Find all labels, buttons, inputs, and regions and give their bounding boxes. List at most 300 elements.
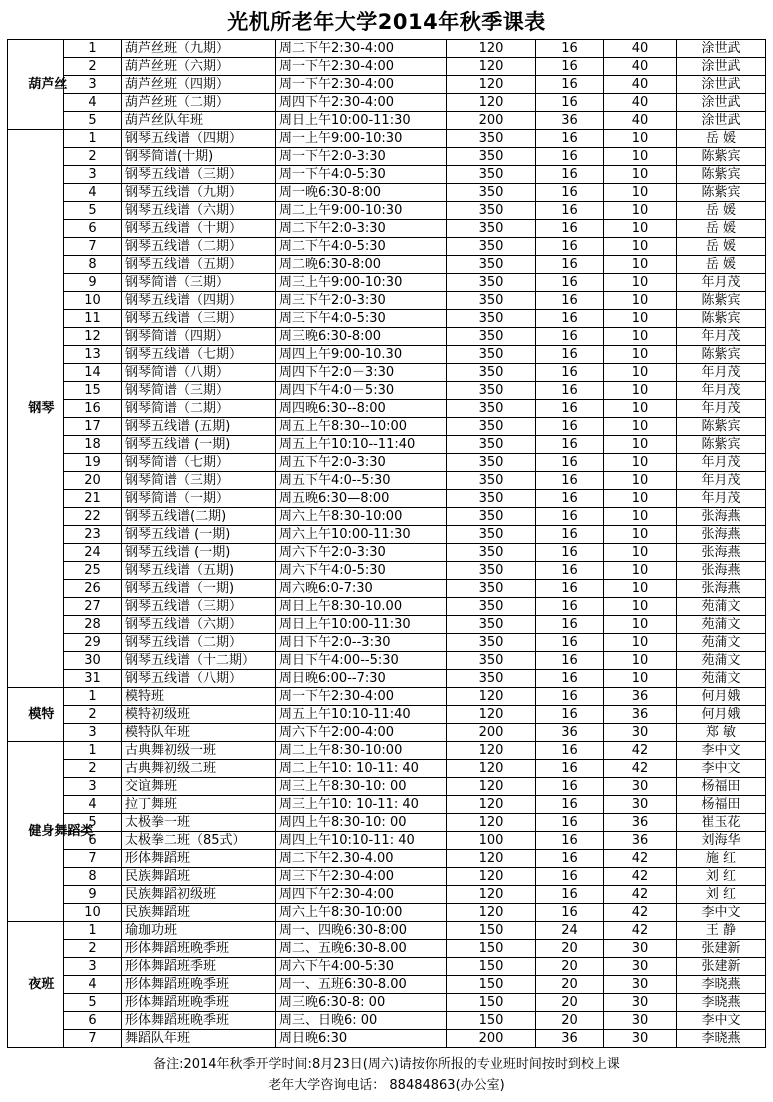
table-row [8, 832, 766, 850]
num-cell: 1 [64, 688, 122, 706]
seats-cell: 42 [604, 922, 677, 940]
seats-cell: 30 [604, 976, 677, 994]
time-cell: 周二下午2:0-3:30 [276, 220, 447, 238]
teacher-cell: 岳 媛 [677, 238, 766, 256]
seats-cell: 10 [604, 634, 677, 652]
seats-cell: 10 [604, 364, 677, 382]
table-row [8, 544, 766, 562]
hours-cell: 16 [536, 868, 604, 886]
hours-cell: 16 [536, 652, 604, 670]
table-row [8, 310, 766, 328]
time-cell: 周一、四晚6:30-8:00 [276, 922, 447, 940]
price-cell: 120 [447, 40, 536, 58]
price-cell: 350 [447, 148, 536, 166]
num-cell: 9 [64, 886, 122, 904]
course-cell: 钢琴五线谱（三期） [122, 310, 276, 328]
num-cell: 27 [64, 598, 122, 616]
table-row [8, 166, 766, 184]
teacher-cell: 陈紫宾 [677, 346, 766, 364]
num-cell: 11 [64, 310, 122, 328]
num-cell: 5 [64, 202, 122, 220]
table-row [8, 508, 766, 526]
table-row [8, 130, 766, 148]
num-cell: 6 [64, 220, 122, 238]
table-row [8, 688, 766, 706]
teacher-cell: 年月茂 [677, 364, 766, 382]
category-cell [8, 40, 68, 130]
hours-cell: 16 [536, 256, 604, 274]
num-cell: 3 [64, 778, 122, 796]
course-cell: 钢琴简谱（三期） [122, 274, 276, 292]
hours-cell: 16 [536, 814, 604, 832]
category-cell [8, 688, 64, 742]
num-cell: 4 [64, 184, 122, 202]
table-row [8, 670, 766, 688]
seats-cell: 10 [604, 148, 677, 166]
table-row [8, 364, 766, 382]
category-cell [8, 922, 64, 1048]
time-cell: 周六下午4:0-5:30 [276, 562, 447, 580]
price-cell: 150 [447, 1012, 536, 1030]
hours-cell: 16 [536, 670, 604, 688]
seats-cell: 10 [604, 562, 677, 580]
seats-cell: 36 [604, 706, 677, 724]
seats-cell: 42 [604, 850, 677, 868]
hours-cell: 16 [536, 454, 604, 472]
teacher-cell: 张建新 [677, 940, 766, 958]
seats-cell: 30 [604, 778, 677, 796]
price-cell: 120 [447, 760, 536, 778]
price-cell: 120 [447, 688, 536, 706]
course-cell: 钢琴五线谱 (一期) [122, 436, 276, 454]
num-cell: 20 [64, 472, 122, 490]
price-cell: 350 [447, 202, 536, 220]
time-cell: 周四下午2:30-4:00 [276, 886, 447, 904]
num-cell: 19 [64, 454, 122, 472]
seats-cell: 10 [604, 616, 677, 634]
hours-cell: 16 [536, 400, 604, 418]
table-row [8, 742, 766, 760]
time-cell: 周日上午10:00-11:30 [276, 112, 447, 130]
category-label: 健身舞蹈类 [28, 824, 94, 839]
hours-cell: 36 [536, 112, 604, 130]
table-row [8, 400, 766, 418]
table-row [8, 346, 766, 364]
time-cell: 周六上午8:30-10:00 [276, 904, 447, 922]
table-row [8, 112, 766, 130]
price-cell: 350 [447, 436, 536, 454]
course-cell: 葫芦丝班（九期） [122, 40, 276, 58]
course-cell: 钢琴五线谱（三期） [122, 598, 276, 616]
teacher-cell: 刘海华 [677, 832, 766, 850]
time-cell: 周一晚6:30-8:00 [276, 184, 447, 202]
time-cell: 周二下午2:30-4:00 [276, 40, 447, 58]
price-cell: 120 [447, 58, 536, 76]
hours-cell: 16 [536, 760, 604, 778]
time-cell: 周三上午9:00-10:30 [276, 274, 447, 292]
num-cell: 9 [64, 274, 122, 292]
hours-cell: 16 [536, 544, 604, 562]
table-row [8, 616, 766, 634]
time-cell: 周一下午2:0-3:30 [276, 148, 447, 166]
time-cell: 周三上午10: 10-11: 40 [276, 796, 447, 814]
seats-cell: 10 [604, 184, 677, 202]
seats-cell: 30 [604, 1012, 677, 1030]
course-cell: 钢琴五线谱（五期） [122, 256, 276, 274]
hours-cell: 16 [536, 202, 604, 220]
num-cell: 23 [64, 526, 122, 544]
price-cell: 350 [447, 670, 536, 688]
num-cell: 1 [64, 922, 122, 940]
price-cell: 350 [447, 220, 536, 238]
course-cell: 模特队年班 [122, 724, 276, 742]
seats-cell: 10 [604, 310, 677, 328]
time-cell: 周二上午9:00-10:30 [276, 202, 447, 220]
teacher-cell: 王 静 [677, 922, 766, 940]
num-cell: 5 [64, 112, 122, 130]
price-cell: 350 [447, 418, 536, 436]
price-cell: 350 [447, 472, 536, 490]
seats-cell: 40 [604, 58, 677, 76]
seats-cell: 30 [604, 940, 677, 958]
num-cell: 31 [64, 670, 122, 688]
table-row [8, 418, 766, 436]
teacher-cell: 岳 媛 [677, 202, 766, 220]
category-label: 葫芦丝 [28, 77, 68, 92]
seats-cell: 10 [604, 256, 677, 274]
teacher-cell: 张海燕 [677, 580, 766, 598]
seats-cell: 30 [604, 958, 677, 976]
table-row [8, 184, 766, 202]
hours-cell: 16 [536, 634, 604, 652]
price-cell: 350 [447, 328, 536, 346]
time-cell: 周六下午4:00-5:30 [276, 958, 447, 976]
course-cell: 太极拳二班（85式） [122, 832, 276, 850]
hours-cell: 20 [536, 1012, 604, 1030]
time-cell: 周四上午8:30-10: 00 [276, 814, 447, 832]
hours-cell: 16 [536, 346, 604, 364]
time-cell: 周五下午2:0-3:30 [276, 454, 447, 472]
time-cell: 周二上午8:30-10:00 [276, 742, 447, 760]
table-row [8, 598, 766, 616]
hours-cell: 16 [536, 76, 604, 94]
seats-cell: 10 [604, 472, 677, 490]
table-row [8, 526, 766, 544]
num-cell: 4 [64, 94, 122, 112]
course-cell: 民族舞蹈班 [122, 868, 276, 886]
course-cell: 太极拳一班 [122, 814, 276, 832]
time-cell: 周六晚6:0-7:30 [276, 580, 447, 598]
seats-cell: 30 [604, 796, 677, 814]
time-cell: 周五上午10:10-11:40 [276, 706, 447, 724]
num-cell: 2 [64, 148, 122, 166]
price-cell: 350 [447, 256, 536, 274]
time-cell: 周日上午10:00-11:30 [276, 616, 447, 634]
seats-cell: 10 [604, 544, 677, 562]
time-cell: 周日下午2:0--3:30 [276, 634, 447, 652]
hours-cell: 16 [536, 292, 604, 310]
num-cell: 10 [64, 904, 122, 922]
seats-cell: 40 [604, 94, 677, 112]
table-row [8, 256, 766, 274]
teacher-cell: 陈紫宾 [677, 166, 766, 184]
teacher-cell: 苑蒲文 [677, 598, 766, 616]
time-cell: 周三晚6:30-8:00 [276, 328, 447, 346]
teacher-cell: 崔玉花 [677, 814, 766, 832]
teacher-cell: 施 红 [677, 850, 766, 868]
teacher-cell: 涂世武 [677, 76, 766, 94]
teacher-cell: 郑 敏 [677, 724, 766, 742]
teacher-cell: 何月娥 [677, 688, 766, 706]
price-cell: 350 [447, 274, 536, 292]
teacher-cell: 李晓燕 [677, 976, 766, 994]
table-row [8, 724, 766, 742]
price-cell: 350 [447, 544, 536, 562]
hours-cell: 16 [536, 832, 604, 850]
course-cell: 拉丁舞班 [122, 796, 276, 814]
num-cell: 3 [64, 76, 122, 94]
num-cell: 2 [64, 58, 122, 76]
teacher-cell: 李中文 [677, 1012, 766, 1030]
hours-cell: 16 [536, 274, 604, 292]
course-cell: 钢琴五线谱（六期） [122, 202, 276, 220]
price-cell: 350 [447, 292, 536, 310]
hours-cell: 16 [536, 418, 604, 436]
price-cell: 120 [447, 742, 536, 760]
seats-cell: 10 [604, 400, 677, 418]
table-row [8, 148, 766, 166]
hours-cell: 16 [536, 742, 604, 760]
num-cell: 26 [64, 580, 122, 598]
price-cell: 120 [447, 886, 536, 904]
table-row [8, 958, 766, 976]
seats-cell: 40 [604, 40, 677, 58]
price-cell: 120 [447, 76, 536, 94]
course-cell: 形体舞蹈班晚季班 [122, 940, 276, 958]
seats-cell: 10 [604, 580, 677, 598]
seats-cell: 42 [604, 904, 677, 922]
hours-cell: 16 [536, 382, 604, 400]
hours-cell: 16 [536, 580, 604, 598]
hours-cell: 16 [536, 886, 604, 904]
price-cell: 200 [447, 1030, 536, 1048]
time-cell: 周五上午10:10--11:40 [276, 436, 447, 454]
course-cell: 钢琴五线谱（十期） [122, 220, 276, 238]
table-row [8, 580, 766, 598]
time-cell: 周五下午4:0--5:30 [276, 472, 447, 490]
time-cell: 周四上午10:10-11: 40 [276, 832, 447, 850]
seats-cell: 10 [604, 490, 677, 508]
price-cell: 120 [447, 94, 536, 112]
seats-cell: 36 [604, 688, 677, 706]
course-cell: 钢琴简谱（一期） [122, 490, 276, 508]
hours-cell: 16 [536, 184, 604, 202]
course-cell: 民族舞蹈班 [122, 904, 276, 922]
teacher-cell: 张海燕 [677, 562, 766, 580]
seats-cell: 42 [604, 760, 677, 778]
time-cell: 周三下午2:0-3:30 [276, 292, 447, 310]
course-cell: 模特班 [122, 688, 276, 706]
hours-cell: 16 [536, 364, 604, 382]
seats-cell: 10 [604, 238, 677, 256]
teacher-cell: 杨福田 [677, 778, 766, 796]
seats-cell: 10 [604, 436, 677, 454]
table-row [8, 976, 766, 994]
teacher-cell: 年月茂 [677, 274, 766, 292]
teacher-cell: 陈紫宾 [677, 148, 766, 166]
course-cell: 钢琴简谱（三期） [122, 382, 276, 400]
price-cell: 350 [447, 310, 536, 328]
table-row [8, 94, 766, 112]
course-cell: 钢琴简谱（三期） [122, 472, 276, 490]
course-cell: 舞蹈队年班 [122, 1030, 276, 1048]
teacher-cell: 刘 红 [677, 868, 766, 886]
hours-cell: 16 [536, 778, 604, 796]
num-cell: 12 [64, 328, 122, 346]
teacher-cell: 陈紫宾 [677, 310, 766, 328]
hours-cell: 16 [536, 310, 604, 328]
num-cell: 10 [64, 292, 122, 310]
course-cell: 钢琴五线谱（一期) [122, 580, 276, 598]
table-row [8, 472, 766, 490]
hours-cell: 16 [536, 490, 604, 508]
time-cell: 周日下午4:00--5:30 [276, 652, 447, 670]
num-cell: 4 [64, 796, 122, 814]
price-cell: 350 [447, 130, 536, 148]
num-cell: 8 [64, 256, 122, 274]
num-cell: 15 [64, 382, 122, 400]
teacher-cell: 岳 媛 [677, 256, 766, 274]
course-cell: 瑜珈功班 [122, 922, 276, 940]
time-cell: 周二下午4:0-5:30 [276, 238, 447, 256]
hours-cell: 16 [536, 472, 604, 490]
seats-cell: 10 [604, 166, 677, 184]
teacher-cell: 李中文 [677, 904, 766, 922]
table-row [8, 274, 766, 292]
table-row [8, 796, 766, 814]
teacher-cell: 陈紫宾 [677, 418, 766, 436]
hours-cell: 16 [536, 40, 604, 58]
seats-cell: 40 [604, 76, 677, 94]
hours-cell: 24 [536, 922, 604, 940]
course-cell: 葫芦丝班（四期） [122, 76, 276, 94]
teacher-cell: 张海燕 [677, 508, 766, 526]
category-cell [8, 130, 64, 688]
num-cell: 5 [64, 994, 122, 1012]
course-cell: 钢琴简谱（四期） [122, 328, 276, 346]
table-row [8, 778, 766, 796]
num-cell: 1 [64, 742, 122, 760]
teacher-cell: 涂世武 [677, 58, 766, 76]
seats-cell: 42 [604, 868, 677, 886]
num-cell: 25 [64, 562, 122, 580]
price-cell: 120 [447, 796, 536, 814]
course-cell: 形体舞蹈班晚季班 [122, 994, 276, 1012]
hours-cell: 16 [536, 130, 604, 148]
seats-cell: 42 [604, 742, 677, 760]
seats-cell: 10 [604, 130, 677, 148]
time-cell: 周二晚6:30-8:00 [276, 256, 447, 274]
table-row [8, 1012, 766, 1030]
table-row [8, 904, 766, 922]
table-row [8, 706, 766, 724]
teacher-cell: 陈紫宾 [677, 184, 766, 202]
teacher-cell: 年月茂 [677, 454, 766, 472]
course-cell: 钢琴五线谱（八期） [122, 670, 276, 688]
course-cell: 钢琴五线谱（七期） [122, 346, 276, 364]
num-cell: 28 [64, 616, 122, 634]
hours-cell: 16 [536, 616, 604, 634]
teacher-cell: 苑蒲文 [677, 652, 766, 670]
teacher-cell: 苑蒲文 [677, 634, 766, 652]
teacher-cell: 张海燕 [677, 544, 766, 562]
hours-cell: 16 [536, 220, 604, 238]
course-cell: 钢琴五线谱（四期） [122, 292, 276, 310]
hours-cell: 16 [536, 562, 604, 580]
price-cell: 200 [447, 112, 536, 130]
teacher-cell: 涂世武 [677, 94, 766, 112]
num-cell: 1 [64, 40, 122, 58]
hours-cell: 16 [536, 526, 604, 544]
time-cell: 周三晚6:30-8: 00 [276, 994, 447, 1012]
time-cell: 周六下午2:0-3:30 [276, 544, 447, 562]
price-cell: 120 [447, 868, 536, 886]
price-cell: 350 [447, 382, 536, 400]
course-cell: 钢琴五线谱 (一期) [122, 526, 276, 544]
table-row [8, 292, 766, 310]
course-cell: 形体舞蹈班季班 [122, 958, 276, 976]
time-cell: 周四上午9:00-10.30 [276, 346, 447, 364]
price-cell: 350 [447, 364, 536, 382]
course-cell: 钢琴五线谱（二期） [122, 634, 276, 652]
category-label: 夜班 [28, 977, 55, 992]
num-cell: 2 [64, 706, 122, 724]
course-cell: 形体舞蹈班晚季班 [122, 976, 276, 994]
course-cell: 钢琴简谱（二期） [122, 400, 276, 418]
time-cell: 周二下午2.30-4.00 [276, 850, 447, 868]
num-cell: 6 [64, 1012, 122, 1030]
teacher-cell: 张建新 [677, 958, 766, 976]
course-cell: 模特初级班 [122, 706, 276, 724]
seats-cell: 10 [604, 508, 677, 526]
course-cell: 钢琴五线谱（五期) [122, 562, 276, 580]
time-cell: 周四下午2:30-4:00 [276, 94, 447, 112]
price-cell: 150 [447, 958, 536, 976]
time-cell: 周一、五班6:30-8.00 [276, 976, 447, 994]
price-cell: 350 [447, 562, 536, 580]
table-row [8, 886, 766, 904]
time-cell: 周六下午2:00-4:00 [276, 724, 447, 742]
num-cell: 6 [64, 832, 122, 850]
num-cell: 3 [64, 958, 122, 976]
table-row [8, 994, 766, 1012]
table-row [8, 238, 766, 256]
time-cell: 周一下午4:0-5:30 [276, 166, 447, 184]
time-cell: 周一下午2:30-4:00 [276, 58, 447, 76]
num-cell: 1 [64, 130, 122, 148]
course-cell: 钢琴五线谱（六期） [122, 616, 276, 634]
teacher-cell: 年月茂 [677, 400, 766, 418]
table-row [8, 562, 766, 580]
hours-cell: 16 [536, 436, 604, 454]
hours-cell: 20 [536, 958, 604, 976]
footer-note: 备注:2014年秋季开学时间:8月23日(周六)请按你所报的专业班时间按时到校上课 [153, 1057, 620, 1072]
seats-cell: 10 [604, 526, 677, 544]
hours-cell: 16 [536, 148, 604, 166]
num-cell: 5 [64, 814, 122, 832]
hours-cell: 16 [536, 58, 604, 76]
seats-cell: 36 [604, 832, 677, 850]
